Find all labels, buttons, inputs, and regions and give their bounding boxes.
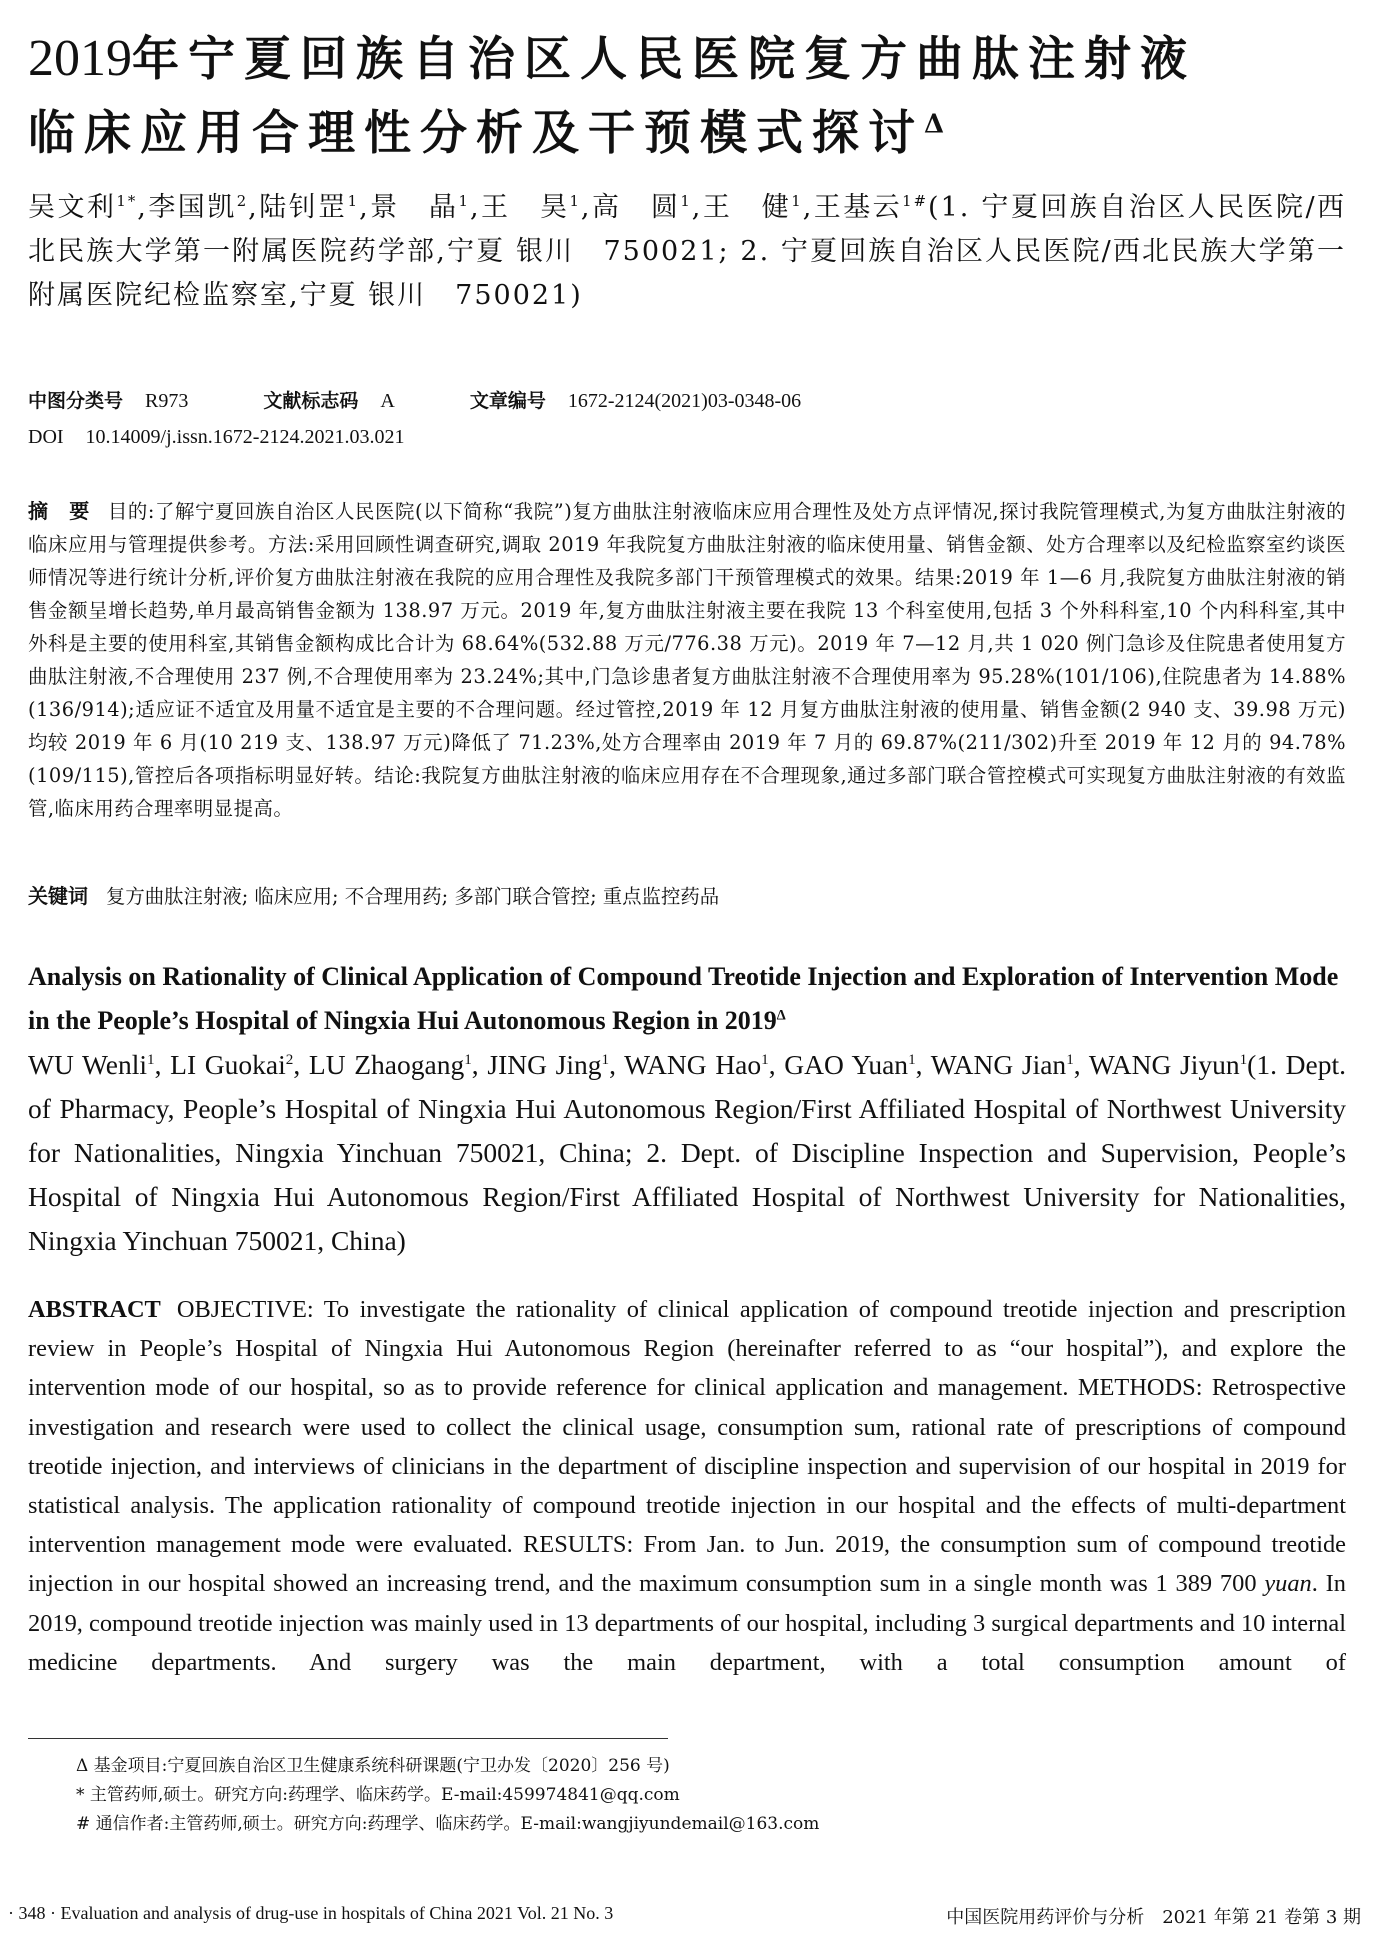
- article-number-label: 文章编号: [469, 390, 546, 412]
- author-affiliation-mark: 1: [680, 192, 692, 210]
- author-name: 王 健: [702, 192, 792, 223]
- footnote-fund: Δ 基金项目:宁夏回族自治区卫生健康系统科研课题(宁卫办发〔2020〕256 号): [76, 1756, 670, 1776]
- abstract-en: [28, 1290, 1346, 1682]
- doi-label: DOI: [28, 426, 64, 448]
- abstract-cn: [28, 495, 1346, 825]
- abstract-en-label: ABSTRACT: [28, 1296, 161, 1323]
- author-affiliation-mark: 1: [601, 1051, 610, 1068]
- article-number-value: 1672-2124(2021)03-0348-06: [567, 390, 802, 412]
- doi-value[interactable]: 10.14009/j.issn.1672-2124.2021.03.021: [85, 426, 405, 448]
- author-affiliation-mark: 1: [147, 1051, 155, 1068]
- author-name: 景 晶: [369, 192, 459, 223]
- authors-en: [28, 1043, 1346, 1263]
- title-cn-line-2: [28, 97, 1346, 171]
- title-year: 2019: [28, 30, 132, 87]
- author-name: WU Wenli: [28, 1049, 148, 1080]
- author-affiliation-mark: 1#: [902, 192, 929, 210]
- abstract-cn-text: 目的:了解宁夏回族自治区人民医院(以下简称“我院”)复方曲肽注射液临床应用合理性及处方点评情况,探讨我院管理模式,为复方曲肽注射液的临床应用与管理提供参考。方法:采用回顾性调查研究,调取 2019 年我院复方曲肽注射液的临床使用量、销售金额、处方合理率以及纪检监察室约谈医师情况等进行统计分析,评价复方曲肽注射液在我院的应用合理性及我院多部门干预管理模式的效果。结果:2019 年 1—6 月,我院复方曲肽注射液的销售金额呈增长趋势,单月最高销售金额为 138.97 万元。2019 年,复方曲肽注射液主要在我院 13 个科室使用,包括 3 个外科科室,10 个内科科室,其中外科是主要的使用科室,其销售金额构成比合计为 68.64%(532.88 万元/776.38 万元)。2019 年 7—12 月,共 1 020 例门急诊及住院患者使用复方曲肽注射液,不合理使用 237 例,不合理使用率为 23.24%;其中,门急诊患者复方曲肽注射液不合理使用率为 95.28%(101/106),住院患者为 14.88%(136/914);适应证不适宜及用量不适宜是主要的不合理问题。经过管控,2019 年 12 月复方曲肽注射液的使用量、销售金额(2 940 支、39.98 万元)均较 2019 年 6 月(10 219 支、138.97 万元)降低了 71.23%,处方合理率由 2019 年 7 月的 69.87%(211/302)升至 2019 年 12 月的 94.78%(109/115),管控后各项指标明显好转。结论:我院复方曲肽注射液的临床应用存在不合理现象,通过多部门联合管控模式可实现复方曲肽注射液的有效监管,临床用药合理率明显提高。: [28, 500, 1347, 820]
- article-title-en: [28, 955, 1346, 1043]
- author-name: 吴文利: [28, 192, 117, 223]
- author-list-cn: 吴文利$^{1*}$,李国凯$^2$,陆钊罡$^1$,景 晶$^1$,王 昊$^1$,高 圆$^1$,王 健$^1$,王基云$^{1\#}$: [28, 192, 929, 223]
- article-title-cn: [28, 22, 1346, 171]
- author-affiliation-mark: 1: [908, 1051, 916, 1068]
- affiliations-cn: (1. 宁夏回族自治区人民医院/西北民族大学第一附属医院药学部,宁夏 银川 750021; 2. 宁夏回族自治区人民医院/西北民族大学第一附属医院纪检监察室,宁夏 银川 750021): [28, 192, 1347, 311]
- author-affiliation-mark: 1: [1066, 1051, 1074, 1068]
- abstract-cn-label: 摘 要: [28, 499, 90, 523]
- title-line1-text: 年宁夏回族自治区人民医院复方曲肽注射液: [132, 32, 1196, 87]
- affiliations-en: (1. Dept. of Pharmacy, People’s Hospital of Ningxia Hui Autonomous Region/First Affiliated Hospital of Northwest University for Nationalities, Ningxia Yinchuan 750021, China; 2. Dept. of Discipline Inspection and Supervision, People’s Hospital of Ningxia Hui Autonomous Region/First Affiliated Hospital of Northwest University for Nationalities, Ningxia Yinchuan 750021, China): [28, 1049, 1346, 1256]
- author-affiliation-mark: 2: [236, 192, 249, 210]
- clc-value: R973: [145, 390, 189, 412]
- doc-code-label: 文献标志码: [263, 390, 359, 412]
- author-name: 李国凯: [147, 192, 237, 223]
- author-name: WANG Jiyun: [1088, 1049, 1240, 1080]
- footnote-corresponding-author: # 通信作者:主管药师,硕士。研究方向:药理学、临床药学。E-mail:wangjiyundemail@163.com: [76, 1814, 820, 1834]
- footnote-divider: [28, 1738, 668, 1739]
- running-footer-left: · 348 · Evaluation and analysis of drug-use in hospitals of China 2021 Vol. 21 No. 3: [8, 1903, 614, 1923]
- author-affiliation-mark: 1: [569, 192, 581, 210]
- abstract-en-text-2: . In 2019, compound treotide injection was mainly used in 13 departments of our hospital, including 3 surgical departments and 10 internal medicine departments. And surgery was the main department, with a total consumption amount of: [28, 1570, 1346, 1676]
- title-line2-text: 临床应用合理性分析及干预模式探讨: [28, 106, 924, 161]
- author-affiliation-mark: 1*: [116, 192, 138, 210]
- keywords-cn: [28, 880, 1346, 913]
- article-meta: [28, 383, 1346, 455]
- meta-row-2: [28, 419, 1346, 455]
- author-name: LU Zhaogang: [308, 1049, 465, 1080]
- author-name: JING Jing: [487, 1049, 602, 1080]
- fund-mark: Δ: [924, 109, 954, 140]
- title-cn-line-1: [28, 22, 1346, 97]
- abstract-en-text-1: OBJECTIVE: To investigate the rationality of clinical application of compound treotide injection and prescription review in People’s Hospital of Ningxia Hui Autonomous Region (hereinafter referred to as “our hospital”), and explore the intervention mode of our hospital, so as to provide reference for clinical application and management. METHODS: Retrospective investigation and research were used to collect the clinical usage, consumption sum, rational rate of prescriptions of compound treotide injection, and interviews of clinicians in the department of discipline inspection and supervision of our hospital in 2019 for statistical analysis. The application rationality of compound treotide injection in our hospital and the effects of multi-department intervention management mode were evaluated. RESULTS: From Jan. to Jun. 2019, the consumption sum of compound treotide injection in our hospital showed an increasing trend, and the maximum consumption sum in a single month was 1 389 700: [28, 1296, 1346, 1598]
- author-list-en: WU Wenli$^1$, LI Guokai$^2$, LU Zhaogang$^1$, JING Jing$^1$, WANG Hao$^1$, GAO Yuan$^1$, WANG Jian$^1$, WANG Jiyun$^1$: [28, 1049, 1248, 1080]
- author-name: 王 昊: [480, 192, 570, 223]
- author-name: LI Guokai: [170, 1049, 286, 1080]
- keywords-label: 关键词: [28, 884, 88, 908]
- abstract-en-italic: yuan: [1264, 1570, 1312, 1598]
- title-en-text: Analysis on Rationality of Clinical Application of Compound Treotide Injection and Exploration of Intervention Mode in the People’s Hospital of Ningxia Hui Autonomous Region in 2019: [28, 962, 1339, 1035]
- author-affiliation-mark: 1: [791, 192, 803, 210]
- running-footer-right: 中国医院用药评价与分析 2021 年第 21 卷第 3 期: [946, 1907, 1361, 1928]
- author-name: 王基云: [813, 192, 903, 223]
- author-name: 陆钊罡: [258, 192, 348, 223]
- author-name: GAO Yuan: [784, 1049, 909, 1080]
- author-affiliation-mark: 1: [347, 192, 360, 210]
- author-affiliation-mark: 1: [458, 192, 470, 210]
- author-name: WANG Jian: [930, 1049, 1067, 1080]
- author-name: WANG Hao: [624, 1049, 762, 1080]
- doc-code-value: A: [380, 390, 395, 412]
- footnotes: [76, 1752, 1276, 1839]
- author-affiliation-mark: 2: [285, 1051, 294, 1068]
- footnote-first-author: * 主管药师,硕士。研究方向:药理学、临床药学。E-mail:459974841@qq.com: [76, 1785, 680, 1805]
- keywords-text: 复方曲肽注射液; 临床应用; 不合理用药; 多部门联合管控; 重点监控药品: [106, 885, 720, 908]
- author-affiliation-mark: 1: [1239, 1051, 1248, 1068]
- meta-row-1: [28, 383, 1346, 419]
- author-affiliation-mark: 1: [464, 1051, 472, 1068]
- fund-mark-en: Δ: [776, 1007, 786, 1024]
- clc-label: 中图分类号: [28, 390, 124, 412]
- authors-cn: [28, 186, 1346, 318]
- author-affiliation-mark: 1: [761, 1051, 769, 1068]
- author-name: 高 圆: [591, 192, 681, 223]
